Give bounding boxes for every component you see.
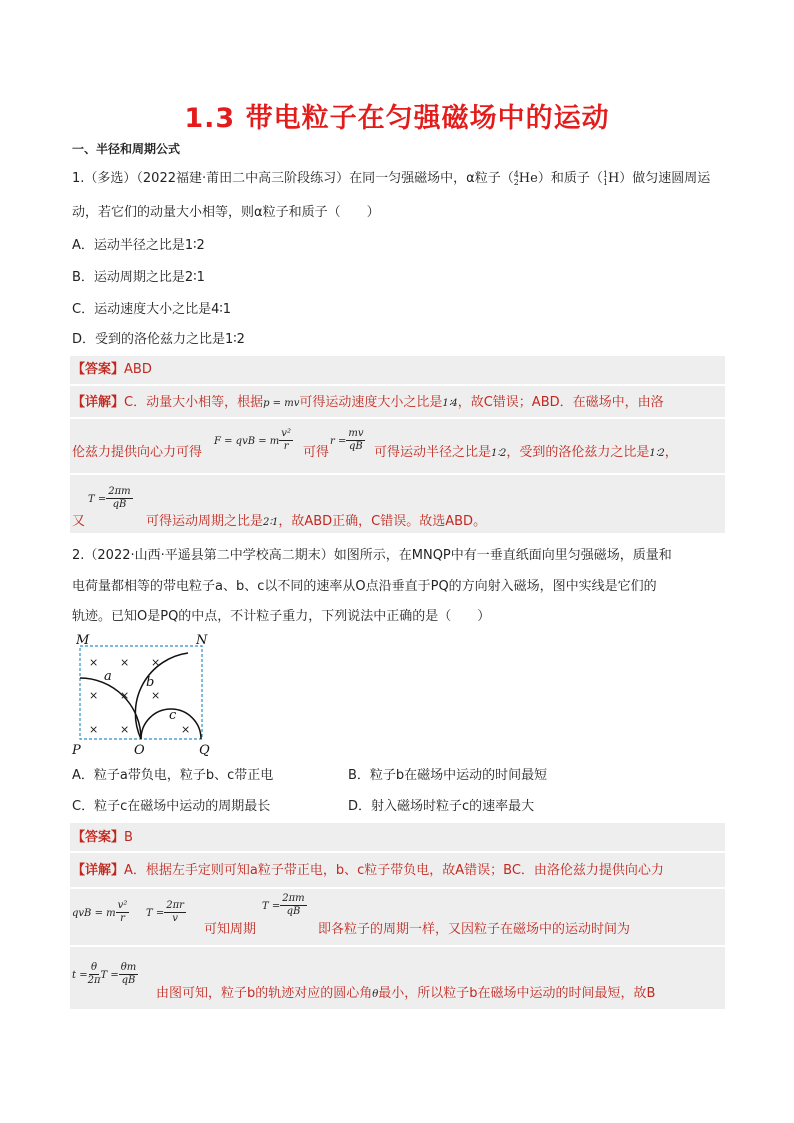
- answer-tag: 【答案】: [72, 830, 125, 845]
- q2-stem-line-3: 轨迹。已知O是PQ的中点，不计粒子重力，下列说法中正确的是（ ）: [72, 609, 491, 624]
- detail-tag: 【详解】: [72, 395, 125, 410]
- speed-ratio: 1∶4: [442, 398, 458, 409]
- alpha-nuclide: [514, 171, 538, 186]
- he-mass-number: 4: [513, 169, 519, 179]
- q2-option-d: D．射入磁场时粒子c的速率最大: [348, 799, 535, 814]
- label-n: N: [196, 633, 208, 648]
- cross-mark: ×: [120, 689, 130, 702]
- q1-detail-text: ，故C错误；ABD．在磁场中，由洛: [457, 395, 664, 410]
- section-heading: 一、半径和周期公式: [72, 142, 181, 156]
- centripetal-formula: [72, 900, 129, 925]
- q1-detail-keyi: 可得: [303, 445, 330, 460]
- q1-option-c: C．运动速度大小之比是4∶1: [72, 302, 232, 317]
- cross-mark: ×: [89, 723, 99, 736]
- q1-answer: [72, 360, 152, 380]
- label-c: c: [169, 708, 177, 723]
- q1-detail-text: 可得运动周期之比是: [146, 514, 264, 529]
- he-symbol: He: [518, 171, 538, 186]
- magnetic-field-figure: [68, 633, 218, 757]
- answer-tag: 【答案】: [72, 362, 125, 377]
- period-from-velocity-formula: [146, 900, 186, 925]
- time-formula: [72, 962, 138, 987]
- fraction: [88, 962, 101, 987]
- fraction: [106, 486, 132, 511]
- q2-stem-line-2: 电荷量都相等的带电粒子a、b、c以不同的速率从O点沿垂直于PQ的方向射入磁场，图中实线是它们的: [72, 579, 657, 594]
- answer-value: ABD: [124, 362, 152, 377]
- q2-detail-period-text: 可知周期: [204, 922, 257, 937]
- numerator: 2πr: [166, 900, 184, 911]
- answer-value: B: [124, 830, 133, 845]
- denominator: qB: [349, 441, 363, 452]
- q1-detail-text: 可得运动半径之比是: [374, 445, 492, 460]
- he-atomic-number: 2: [513, 177, 519, 187]
- label-p: P: [72, 743, 81, 757]
- cross-mark: ×: [151, 656, 161, 669]
- cross-mark: ×: [89, 689, 99, 702]
- cross-mark: ×: [181, 723, 191, 736]
- q2-answer-shade: [70, 823, 725, 851]
- numerator: 2πm: [108, 486, 131, 497]
- denominator: v: [172, 913, 178, 924]
- label-q: Q: [199, 743, 210, 757]
- fraction: [279, 428, 293, 453]
- q1-detail-text: 可得运动速度大小之比是: [299, 395, 443, 410]
- q2-detail-line-1: [72, 861, 664, 881]
- q1-option-b: B．运动周期之比是2∶1: [72, 270, 205, 285]
- q2-option-b: B．粒子b在磁场中运动的时间最短: [348, 768, 548, 783]
- denominator: qB: [112, 499, 127, 510]
- numerator: 2πm: [282, 893, 305, 904]
- formula-text: T =: [88, 494, 107, 505]
- q1-stem-text-a: 1.（多选）（2022福建·莆田二中高三阶段练习）在同一匀强磁场中，α粒子（: [72, 171, 514, 186]
- h-mass-number: 1: [602, 169, 608, 179]
- formula-text: t =: [72, 970, 88, 981]
- q1-detail-text: C．动量大小相等，根据: [124, 395, 264, 410]
- radius-ratio: 1∶2: [491, 448, 507, 459]
- numerator: θm: [120, 962, 137, 973]
- denominator: r: [283, 441, 289, 452]
- period-formula: [88, 486, 133, 511]
- lorentz-force-formula: [214, 428, 293, 453]
- q1-detail-line-3: [146, 512, 486, 533]
- q2-option-c: C．粒子c在磁场中运动的周期最长: [72, 799, 271, 814]
- q2-detail-line-3: [156, 984, 655, 1005]
- q2-option-a: A．粒子a带负电，粒子b、c带正电: [72, 768, 274, 783]
- fraction: [119, 962, 139, 987]
- period-ratio: 2∶1: [263, 517, 279, 528]
- h-symbol: H: [607, 171, 620, 186]
- q1-detail-text: ，故ABD正确，C错误。故选ABD。: [278, 514, 487, 529]
- label-o: O: [134, 743, 145, 757]
- q2-stem-line-1: 2.（2022·山西·平遥县第二中学校高二期末）如图所示，在MNQP中有一垂直纸面向里匀强磁场，质量和: [72, 548, 672, 563]
- momentum-formula: p = mv: [263, 398, 300, 409]
- theta-symbol: θ: [372, 989, 379, 1000]
- cross-mark: ×: [89, 656, 99, 669]
- q1-detail-text: 伦兹力提供向心力可得: [72, 445, 203, 460]
- q1-stem-line-2: 动，若它们的动量大小相等，则α粒子和质子（ ）: [72, 205, 380, 220]
- cross-mark: ×: [120, 656, 130, 669]
- h-atomic-number: 1: [602, 177, 608, 187]
- denominator: r: [120, 913, 125, 924]
- q1-stem-text-c: ）做匀速圆周运: [619, 171, 711, 186]
- period-formula-2: [262, 893, 307, 918]
- label-b: b: [146, 675, 155, 690]
- fraction: [280, 893, 306, 918]
- q1-answer-shade: [70, 356, 725, 384]
- formula-text: r =: [330, 436, 347, 447]
- q1-stem-line-1: [72, 169, 710, 189]
- numerator: v²: [117, 900, 128, 911]
- formula-text: T =: [262, 901, 281, 912]
- formula-text: F = qvB = m: [214, 436, 280, 447]
- q1-detail-you: 又: [72, 514, 86, 529]
- fraction: [346, 428, 365, 453]
- q2-detail-line-2: 即各粒子的周期一样，又因粒子在磁场中的运动时间为: [318, 922, 631, 937]
- formula-text: T =: [100, 970, 119, 981]
- label-a: a: [104, 669, 112, 684]
- fraction: [164, 900, 186, 925]
- cross-mark: ×: [151, 689, 161, 702]
- q1-detail-line-2b: [374, 443, 678, 464]
- numerator: θ: [91, 962, 98, 973]
- q2-detail-text: 最小，所以粒子b在磁场中运动的时间最短，故B: [378, 986, 656, 1001]
- q1-detail-line-1: [72, 393, 664, 414]
- radius-formula: [330, 428, 365, 453]
- denominator: qB: [286, 906, 301, 917]
- denominator: qB: [121, 975, 136, 986]
- denominator: 2π: [87, 975, 101, 986]
- formula-text: qvB = m: [72, 908, 116, 919]
- detail-tag: 【详解】: [72, 863, 125, 878]
- force-ratio: 1∶2: [649, 448, 665, 459]
- q1-detail-line-2: [72, 443, 202, 463]
- q1-stem-text-b: ）和质子（: [537, 171, 603, 186]
- q2-detail-text: A．根据左手定则可知a粒子带正电，b、c粒子带负电，故A错误；BC．由洛伦兹力提供向心力: [124, 863, 664, 878]
- page-title: 1.3 带电粒子在匀强磁场中的运动: [184, 103, 610, 134]
- fraction: [116, 900, 130, 925]
- numerator: mv: [348, 428, 364, 439]
- numerator: v²: [281, 428, 291, 439]
- q1-detail-text: ，: [664, 445, 678, 460]
- formula-text: T =: [146, 908, 165, 919]
- q2-detail-text: 由图可知，粒子b的轨迹对应的圆心角: [156, 986, 373, 1001]
- label-m: M: [76, 633, 90, 648]
- cross-mark: ×: [120, 723, 130, 736]
- q1-option-a: A．运动半径之比是1∶2: [72, 238, 205, 253]
- q1-detail-text: ，受到的洛伦兹力之比是: [506, 445, 650, 460]
- proton-nuclide: [603, 171, 619, 186]
- q2-answer: [72, 828, 133, 848]
- q1-option-d: D．受到的洛伦兹力之比是1∶2: [72, 332, 245, 347]
